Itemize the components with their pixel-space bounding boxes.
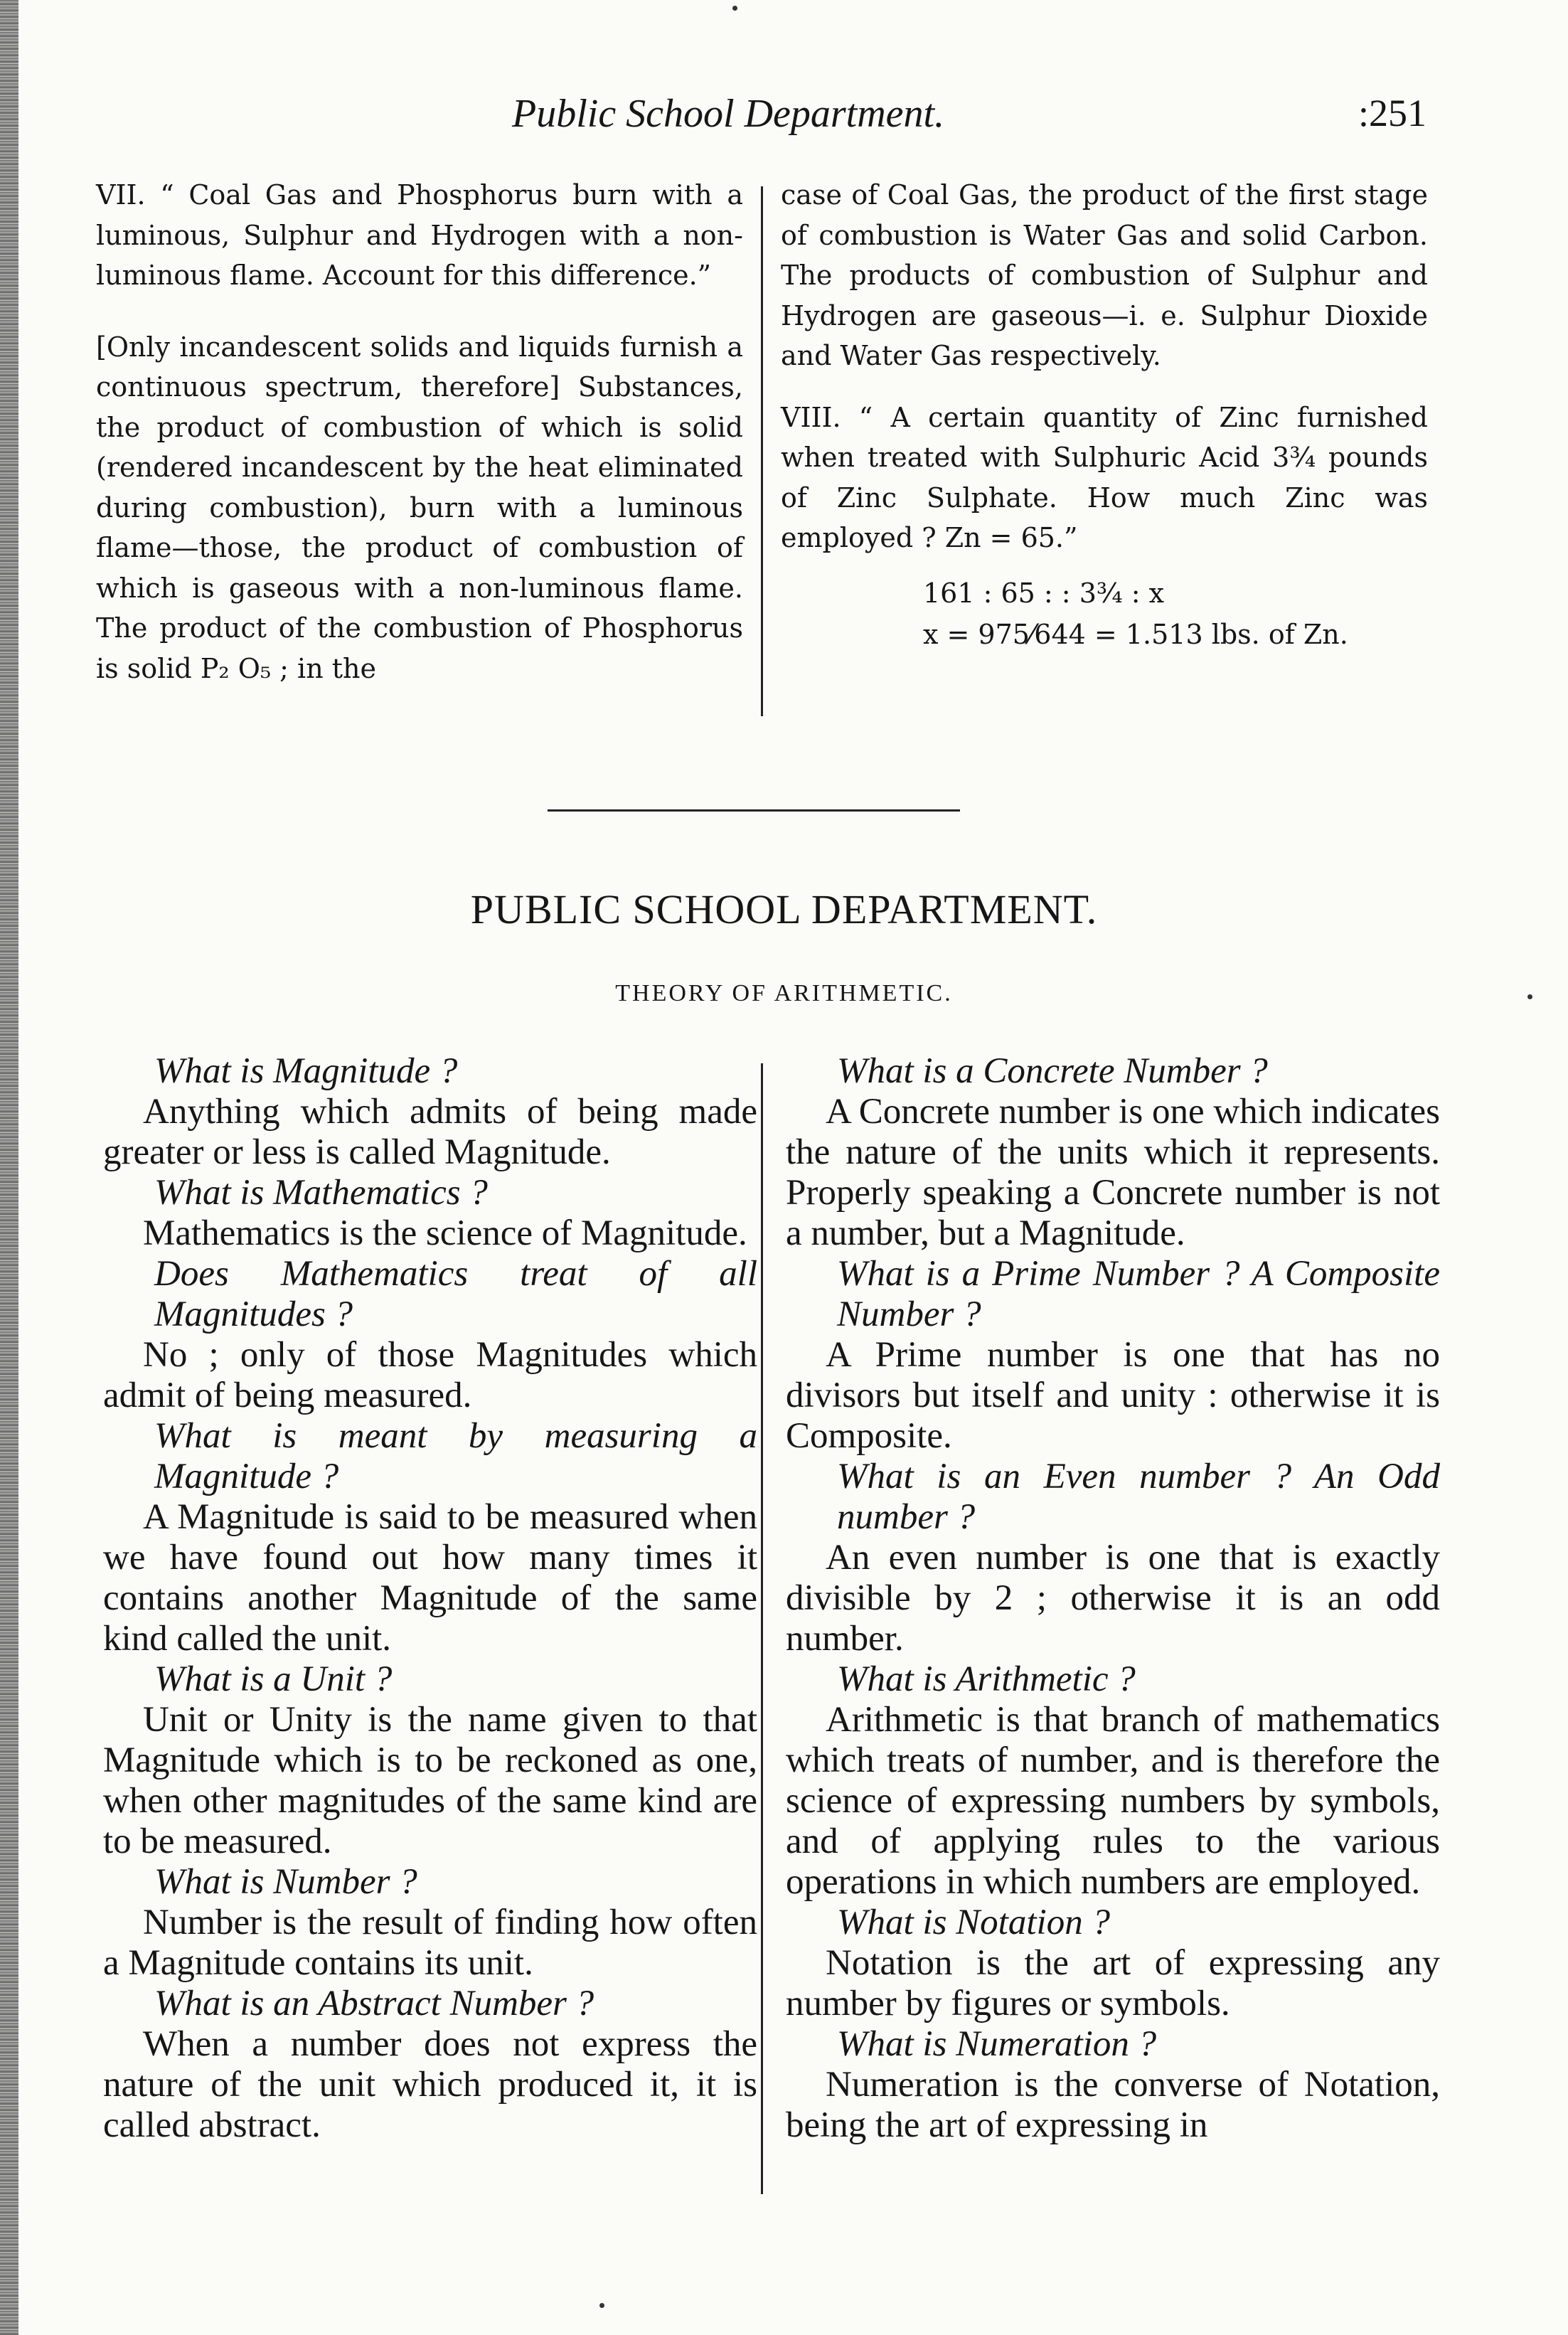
section-subtitle: THEORY OF ARITHMETIC. bbox=[615, 980, 953, 1006]
answer: Numeration is the converse of Notation, being the art of expressing in bbox=[786, 2065, 1440, 2145]
question: What is Arithmetic ? bbox=[837, 1659, 1136, 1699]
question: What is an Even number ? An Odd number ? bbox=[837, 1457, 1440, 1537]
answer: Anything which admits of being made greater or less is called Magnitude. bbox=[103, 1092, 757, 1172]
question: What is meant by measuring a Magnitude ? bbox=[154, 1416, 757, 1496]
question: What is a Concrete Number ? bbox=[837, 1051, 1268, 1091]
bottom-column-divider bbox=[761, 1063, 763, 2194]
answer: A Magnitude is said to be measured when we have found out how many times it contains another Magnitude of the same kind called the unit. bbox=[103, 1497, 757, 1659]
answer: A Concrete number is one which indicates the nature of the units which it represents. Properly speaking a Concrete number is not a number, but a Magnitude. bbox=[786, 1092, 1440, 1253]
answer: Arithmetic is that branch of mathematics which treats of number, and is therefore the science of expressing numbers by symbols, and of applying rules to the various operations in which numbers are employed. bbox=[786, 1700, 1440, 1902]
answer: When a number does not express the nature of the unit which produced it, it is called abstract. bbox=[103, 2024, 757, 2145]
answer: A Prime number is one that has no divisors but itself and unity : otherwise it is Composite. bbox=[786, 1335, 1440, 1456]
page-number: :251 bbox=[1358, 92, 1427, 134]
question-vii: VII. “ Coal Gas and Phosphorus burn with a luminous, Sulphur and Hydrogen with a non-luminous flame. Account for this difference.” bbox=[96, 179, 743, 291]
ink-speck bbox=[599, 2303, 604, 2308]
answer: No ; only of those Magnitudes which admit of being measured. bbox=[103, 1335, 757, 1415]
question: What is a Prime Number ? A Composite Number ? bbox=[837, 1254, 1440, 1334]
running-title: Public School Department. bbox=[512, 92, 945, 136]
answer: Number is the result of finding how often a Magnitude contains its unit. bbox=[103, 1903, 757, 1983]
bottom-left-column bbox=[103, 1051, 757, 2146]
question: What is Numeration ? bbox=[837, 2024, 1157, 2064]
ink-speck bbox=[1527, 994, 1532, 999]
question: What is Notation ? bbox=[837, 1903, 1110, 1942]
question: Does Mathematics treat of all Magnitudes ? bbox=[154, 1254, 757, 1334]
answer: Unit or Unity is the name given to that Magnitude which is to be reckoned as one, when other magnitudes of the same kind are to be measured. bbox=[103, 1700, 757, 1861]
top-right-column bbox=[781, 175, 1428, 655]
answer: An even number is one that is exactly divisible by 2 ; otherwise it is an odd number. bbox=[786, 1538, 1440, 1659]
bottom-right-column bbox=[786, 1051, 1440, 2146]
book-spine-edge bbox=[0, 0, 18, 2335]
answer-vii-part2: case of Coal Gas, the product of the first stage of combustion is Water Gas and solid Carbon. The products of combustion of Sulphur and Hydrogen are gaseous—i. e. Sulphur Dioxide and Water Gas respectively. bbox=[781, 179, 1428, 371]
question: What is Mathematics ? bbox=[154, 1173, 488, 1213]
question: What is an Abstract Number ? bbox=[154, 1984, 594, 2023]
question: What is Number ? bbox=[154, 1862, 417, 1902]
top-left-column bbox=[96, 175, 743, 688]
section-separator-rule bbox=[548, 809, 960, 812]
equation-result: x = 975⁄644 = 1.513 lbs. of Zn. bbox=[923, 618, 1348, 650]
answer: Notation is the art of expressing any number by figures or symbols. bbox=[786, 1943, 1440, 2023]
answer-vii-part1: [Only incandescent solids and liquids furnish a continuous spectrum, therefore] Substances, the product of combustion of which is solid (rendered incandescent by the heat eliminated during combustion), burn with a luminous flame—those, the product of combustion of which is gaseous with a non-luminous flame. The product of the combustion of Phosphorus is solid P₂ O₅ ; in the bbox=[96, 331, 743, 684]
top-column-divider bbox=[761, 186, 763, 716]
section-title: PUBLIC SCHOOL DEPARTMENT. bbox=[470, 886, 1098, 932]
question: What is Magnitude ? bbox=[154, 1051, 458, 1091]
answer: Mathematics is the science of Magnitude. bbox=[143, 1213, 747, 1253]
question-viii: VIII. “ A certain quantity of Zinc furnished when treated with Sulphuric Acid 3¾ pounds of Zinc Sulphate. How much Zinc was employed ? Zn = 65.” bbox=[781, 401, 1428, 553]
equation-proportion: 161 : 65 : : 3¾ : x bbox=[923, 577, 1165, 609]
ink-speck bbox=[732, 6, 737, 11]
running-header bbox=[0, 91, 1568, 155]
question: What is a Unit ? bbox=[154, 1659, 393, 1699]
